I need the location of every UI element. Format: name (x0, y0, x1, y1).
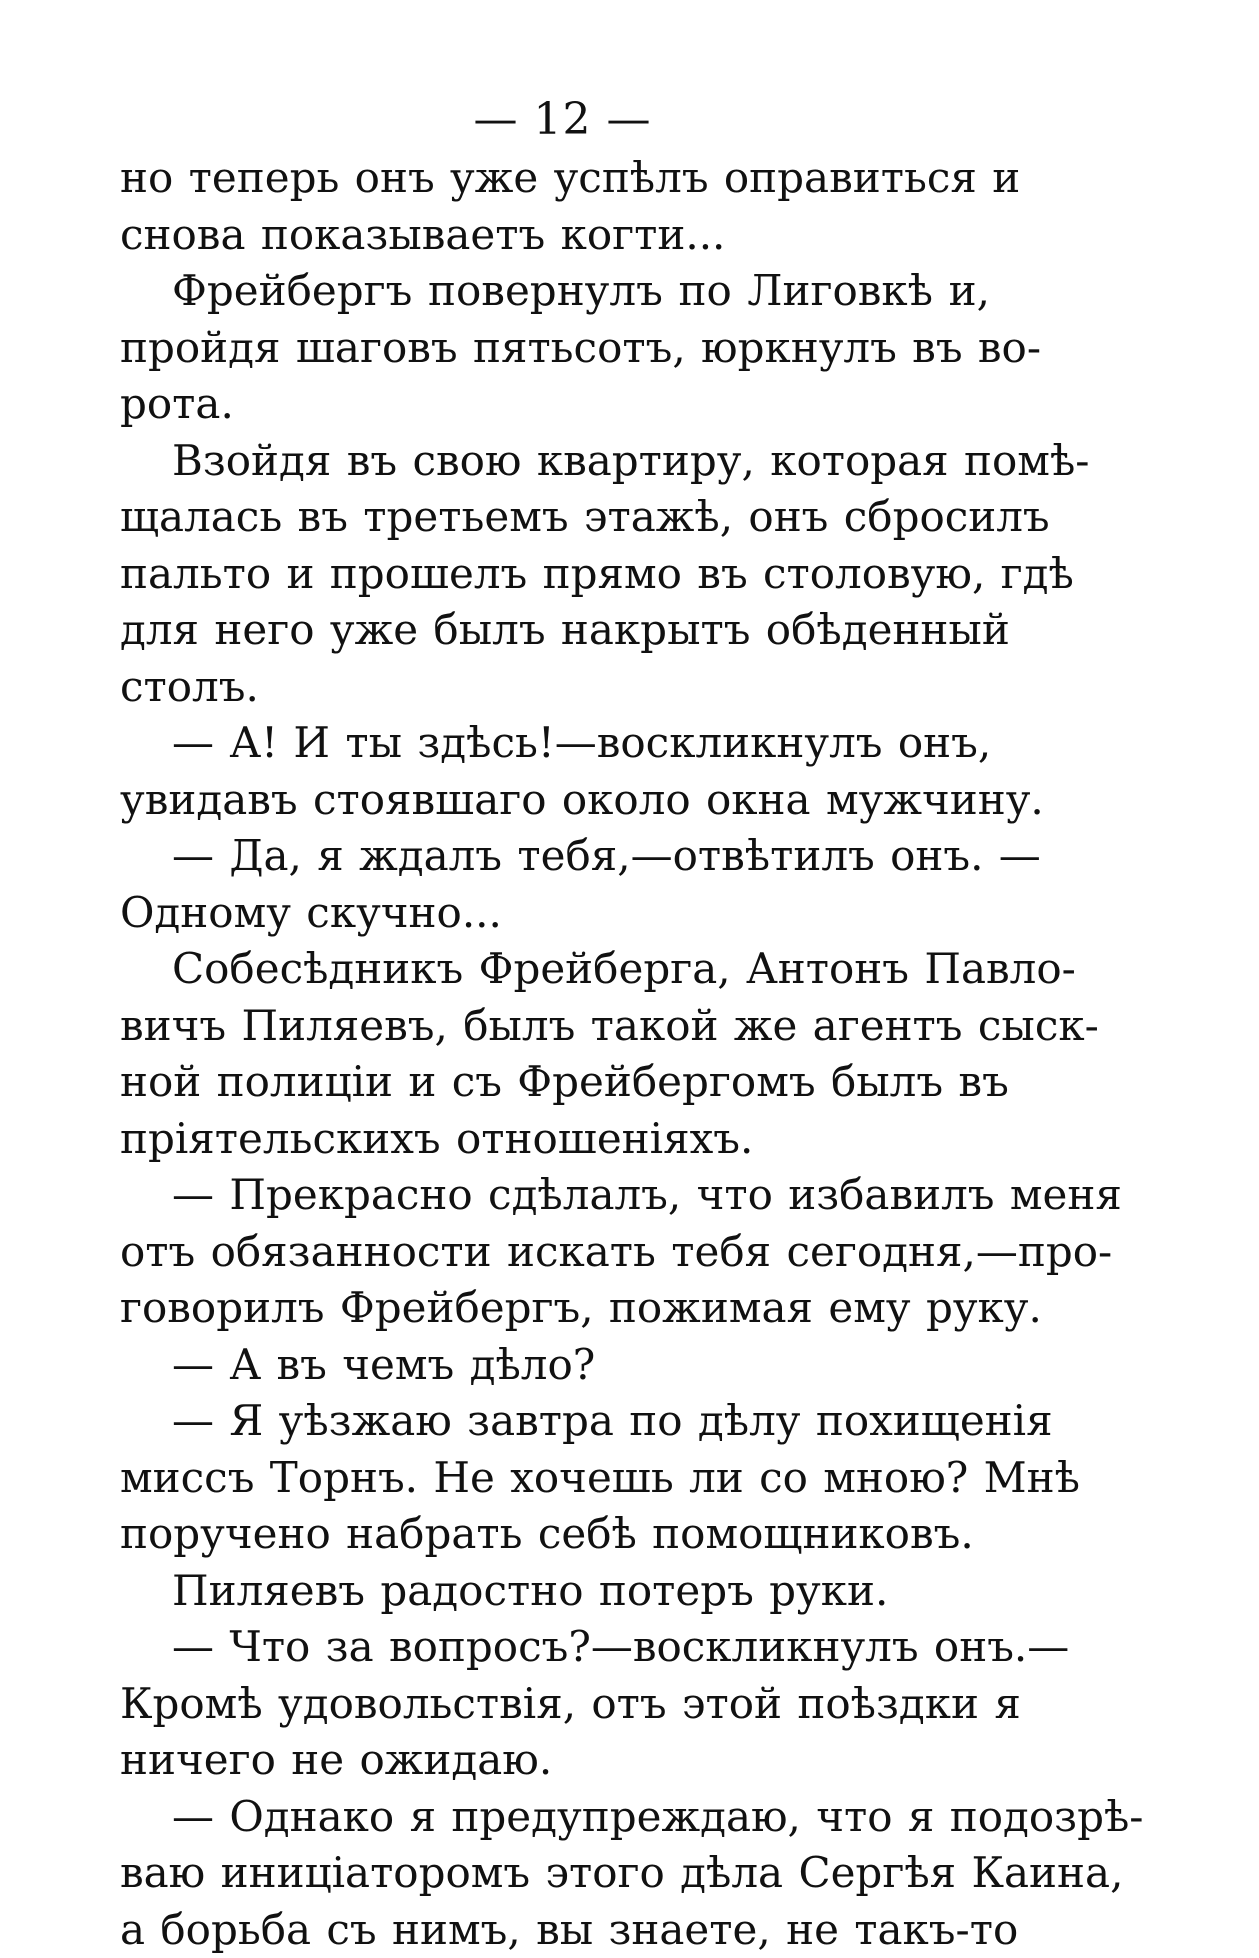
text-line: а борьба съ нимъ, вы знаете, не такъ-то (120, 1902, 990, 1958)
text-line: говорилъ Фрейбергъ, пожимая ему руку. (120, 1280, 990, 1337)
text-line: — Однако я предупреждаю, что я подозрѣ- (120, 1789, 990, 1846)
text-line: отъ обязанности искать тебя сегодня,—про- (120, 1224, 990, 1281)
text-line: снова показываетъ когти... (120, 207, 990, 264)
text-line: Пиляевъ радостно потеръ руки. (120, 1563, 990, 1620)
text-line: пройдя шаговъ пятьсотъ, юркнулъ въ во- (120, 320, 990, 377)
text-line: пальто и прошелъ прямо въ столовую, гдѣ (120, 546, 990, 603)
text-line: — А! И ты здѣсь!—воскликнулъ онъ, (120, 715, 990, 772)
text-line: Кромѣ удовольствія, отъ этой поѣздки я (120, 1676, 990, 1733)
text-line: Одному скучно... (120, 885, 990, 942)
text-line: но теперь онъ уже успѣлъ оправиться и (120, 150, 990, 207)
text-line: — А въ чемъ дѣло? (120, 1337, 990, 1394)
text-line: пріятельскихъ отношеніяхъ. (120, 1111, 990, 1168)
body-text (120, 150, 990, 1958)
text-line: Взойдя въ свою квартиру, которая помѣ- (120, 433, 990, 490)
text-line: вичъ Пиляевъ, былъ такой же агентъ сыск- (120, 998, 990, 1055)
text-line: — Прекрасно сдѣлалъ, что избавилъ меня (120, 1167, 990, 1224)
text-line: ничего не ожидаю. (120, 1732, 990, 1789)
text-line: столъ. (120, 659, 990, 716)
text-line: Собесѣдникъ Фрейберга, Антонъ Павло- (120, 941, 990, 998)
text-line: поручено набрать себѣ помощниковъ. (120, 1506, 990, 1563)
text-line: щалась въ третьемъ этажѣ, онъ сбросилъ (120, 489, 990, 546)
text-line: увидавъ стоявшаго около окна мужчину. (120, 772, 990, 829)
text-line: рота. (120, 376, 990, 433)
text-line: ваю иниціаторомъ этого дѣла Сергѣя Каина, (120, 1845, 990, 1902)
text-line: миссъ Торнъ. Не хочешь ли со мною? Мнѣ (120, 1450, 990, 1507)
text-line: — Что за вопросъ?—воскликнулъ онъ.— (120, 1619, 990, 1676)
text-line: Фрейбергъ повернулъ по Лиговкѣ и, (120, 263, 990, 320)
text-line: для него уже былъ накрытъ обѣденный (120, 602, 990, 659)
text-line: — Да, я ждалъ тебя,—отвѣтилъ онъ. — (120, 828, 990, 885)
text-line: — Я уѣзжаю завтра по дѣлу похищенія (120, 1393, 990, 1450)
page-number: — 12 — (0, 95, 1125, 145)
text-line: ной полиціи и съ Фрейбергомъ былъ въ (120, 1054, 990, 1111)
